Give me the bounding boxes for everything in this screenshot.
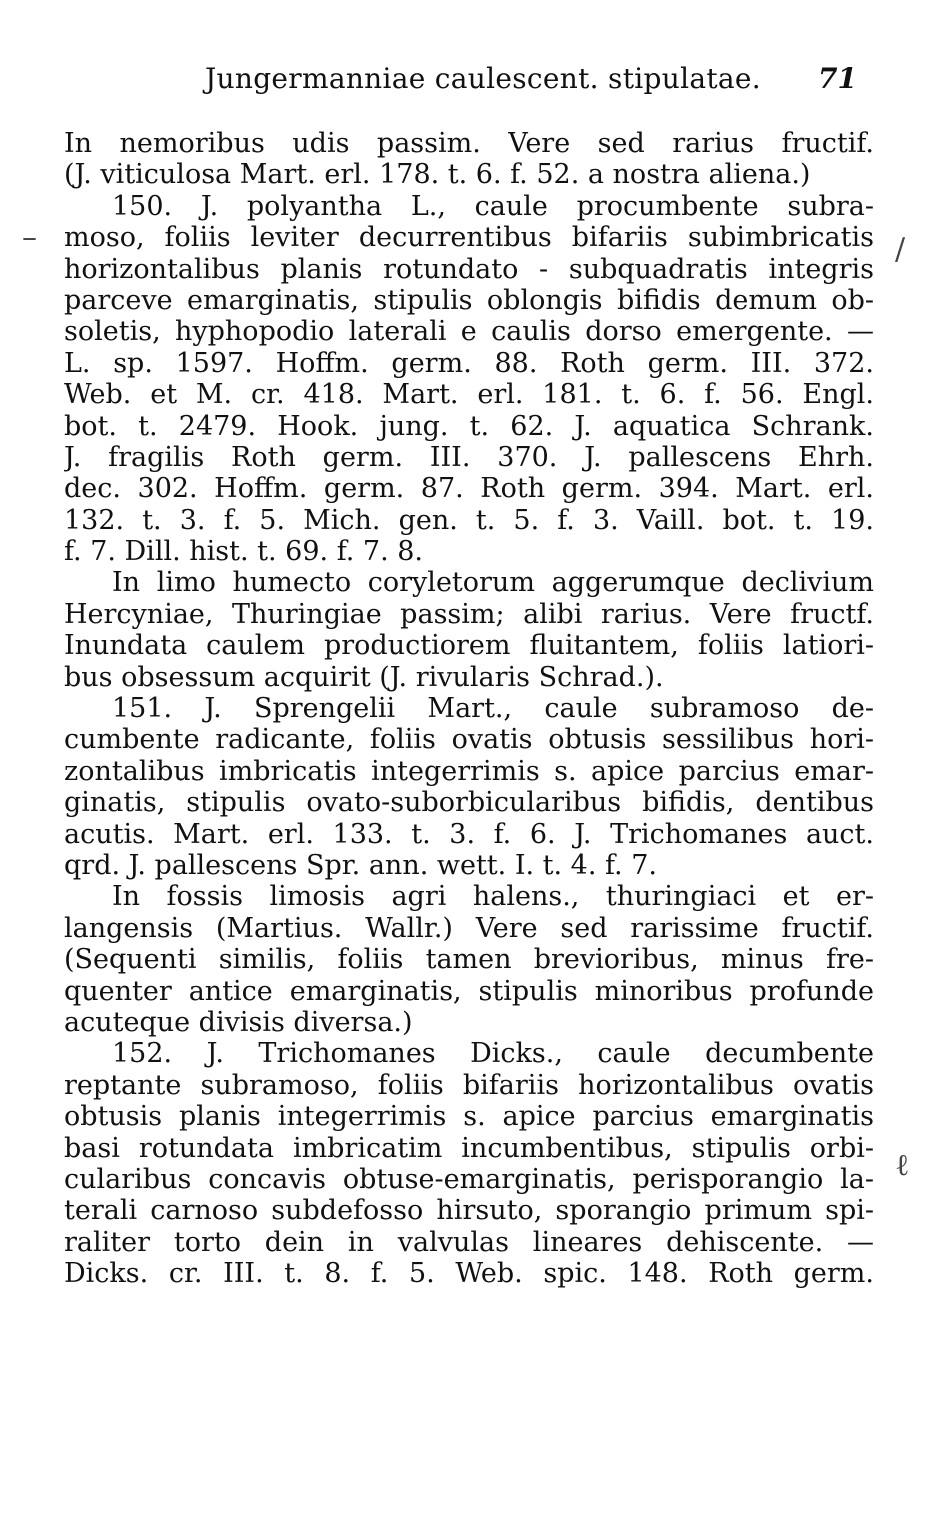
text-line: Web. et M. cr. 418. Mart. erl. 181. t. 6. f. 56. Engl.: [64, 379, 874, 411]
text-line: f. 7. Dill. hist. t. 69. f. 7. 8.: [64, 536, 423, 568]
text-line: terali carnoso subdefosso hirsuto, sporangio primum spi-: [64, 1195, 874, 1227]
text-line: ginatis, stipulis ovato-suborbicularibus bifidis, dentibus: [64, 787, 874, 819]
text-line: L. sp. 1597. Hoffm. germ. 88. Roth germ. III. 372.: [64, 347, 874, 379]
entry-150-heading: 150. J. polyantha L., caule procumbente subra-: [112, 190, 874, 222]
text-line: obtusis planis integerrimis s. apice parcius emarginatis: [64, 1101, 874, 1133]
text-line: bot. t. 2479. Hook. jung. t. 62. J. aquatica Schrank.: [64, 410, 874, 442]
margin-dash-mark: –: [22, 220, 37, 255]
text-line: langensis (Martius. Wallr.) Vere sed rarissime fructif.: [64, 912, 874, 944]
text-line: quenter antice emarginatis, stipulis minoribus profunde: [64, 975, 874, 1007]
page-number: 71: [818, 62, 857, 95]
text-line: Hercyniae, Thuringiae passim; alibi rarius. Vere fructf.: [64, 598, 874, 630]
text-line: In fossis limosis agri halens., thuringiaci et er-: [112, 881, 874, 913]
text-line: cularibus concavis obtuse-emarginatis, perisporangio la-: [64, 1163, 874, 1195]
text-line: Dicks. cr. III. t. 8. f. 5. Web. spic. 148. Roth germ.: [64, 1258, 874, 1290]
text-line: Inundata caulem productiorem fluitantem, foliis latiori-: [64, 630, 874, 662]
text-line: basi rotundata imbricatim incumbentibus, stipulis orbi-: [64, 1132, 874, 1164]
page-header: [0, 62, 930, 102]
entry-152-heading: 152. J. Trichomanes Dicks., caule decumbente: [112, 1038, 874, 1070]
text-line: In limo humecto coryletorum aggerumque declivium: [112, 567, 874, 599]
text-line: soletis, hyphopodio laterali e caulis dorso emergente. —: [64, 316, 874, 348]
text-line: J. fragilis Roth germ. III. 370. J. pallescens Ehrh.: [64, 441, 874, 473]
text-line: dec. 302. Hoffm. germ. 87. Roth germ. 394. Mart. erl.: [64, 473, 874, 505]
text-line: (J. viticulosa Mart. erl. 178. t. 6. f. 52. a nostra aliena.): [64, 159, 811, 191]
text-line: 132. t. 3. f. 5. Mich. gen. t. 5. f. 3. Vaill. bot. t. 19.: [64, 504, 874, 536]
text-line: parceve emarginatis, stipulis oblongis bifidis demum ob-: [64, 284, 874, 316]
text-line: horizontalibus planis rotundato - subquadratis integris: [64, 253, 874, 285]
body-text: [64, 128, 874, 1289]
text-line: moso, foliis leviter decurrentibus bifariis subimbricatis: [64, 222, 874, 254]
text-line: qrd. J. pallescens Spr. ann. wett. I. t. 4. f. 7.: [64, 849, 657, 881]
text-line: In nemoribus udis passim. Vere sed rarius fructif.: [64, 128, 874, 159]
margin-pencil-mark: ℓ: [895, 1148, 910, 1183]
text-line: acuteque divisis diversa.): [64, 1006, 413, 1038]
text-line: bus obsessum acquirit (J. rivularis Schrad.).: [64, 661, 664, 693]
text-line: zontalibus imbricatis integerrimis s. apice parcius emar-: [64, 755, 874, 787]
text-line: raliter torto dein in valvulas lineares dehiscente. —: [64, 1226, 874, 1258]
text-line: acutis. Mart. erl. 133. t. 3. f. 6. J. Trichomanes auct.: [64, 818, 874, 850]
text-line: reptante subramoso, foliis bifariis horizontalibus ovatis: [64, 1069, 874, 1101]
text-line: cumbente radicante, foliis ovatis obtusis sessilibus hori-: [64, 724, 874, 756]
text-line: (Sequenti similis, foliis tamen brevioribus, minus fre-: [64, 944, 874, 976]
entry-151-heading: 151. J. Sprengelii Mart., caule subramoso de-: [112, 693, 874, 725]
running-title: Jungermanniae caulescent. stipulatae.: [205, 62, 761, 95]
margin-pencil-mark: /: [895, 232, 906, 267]
